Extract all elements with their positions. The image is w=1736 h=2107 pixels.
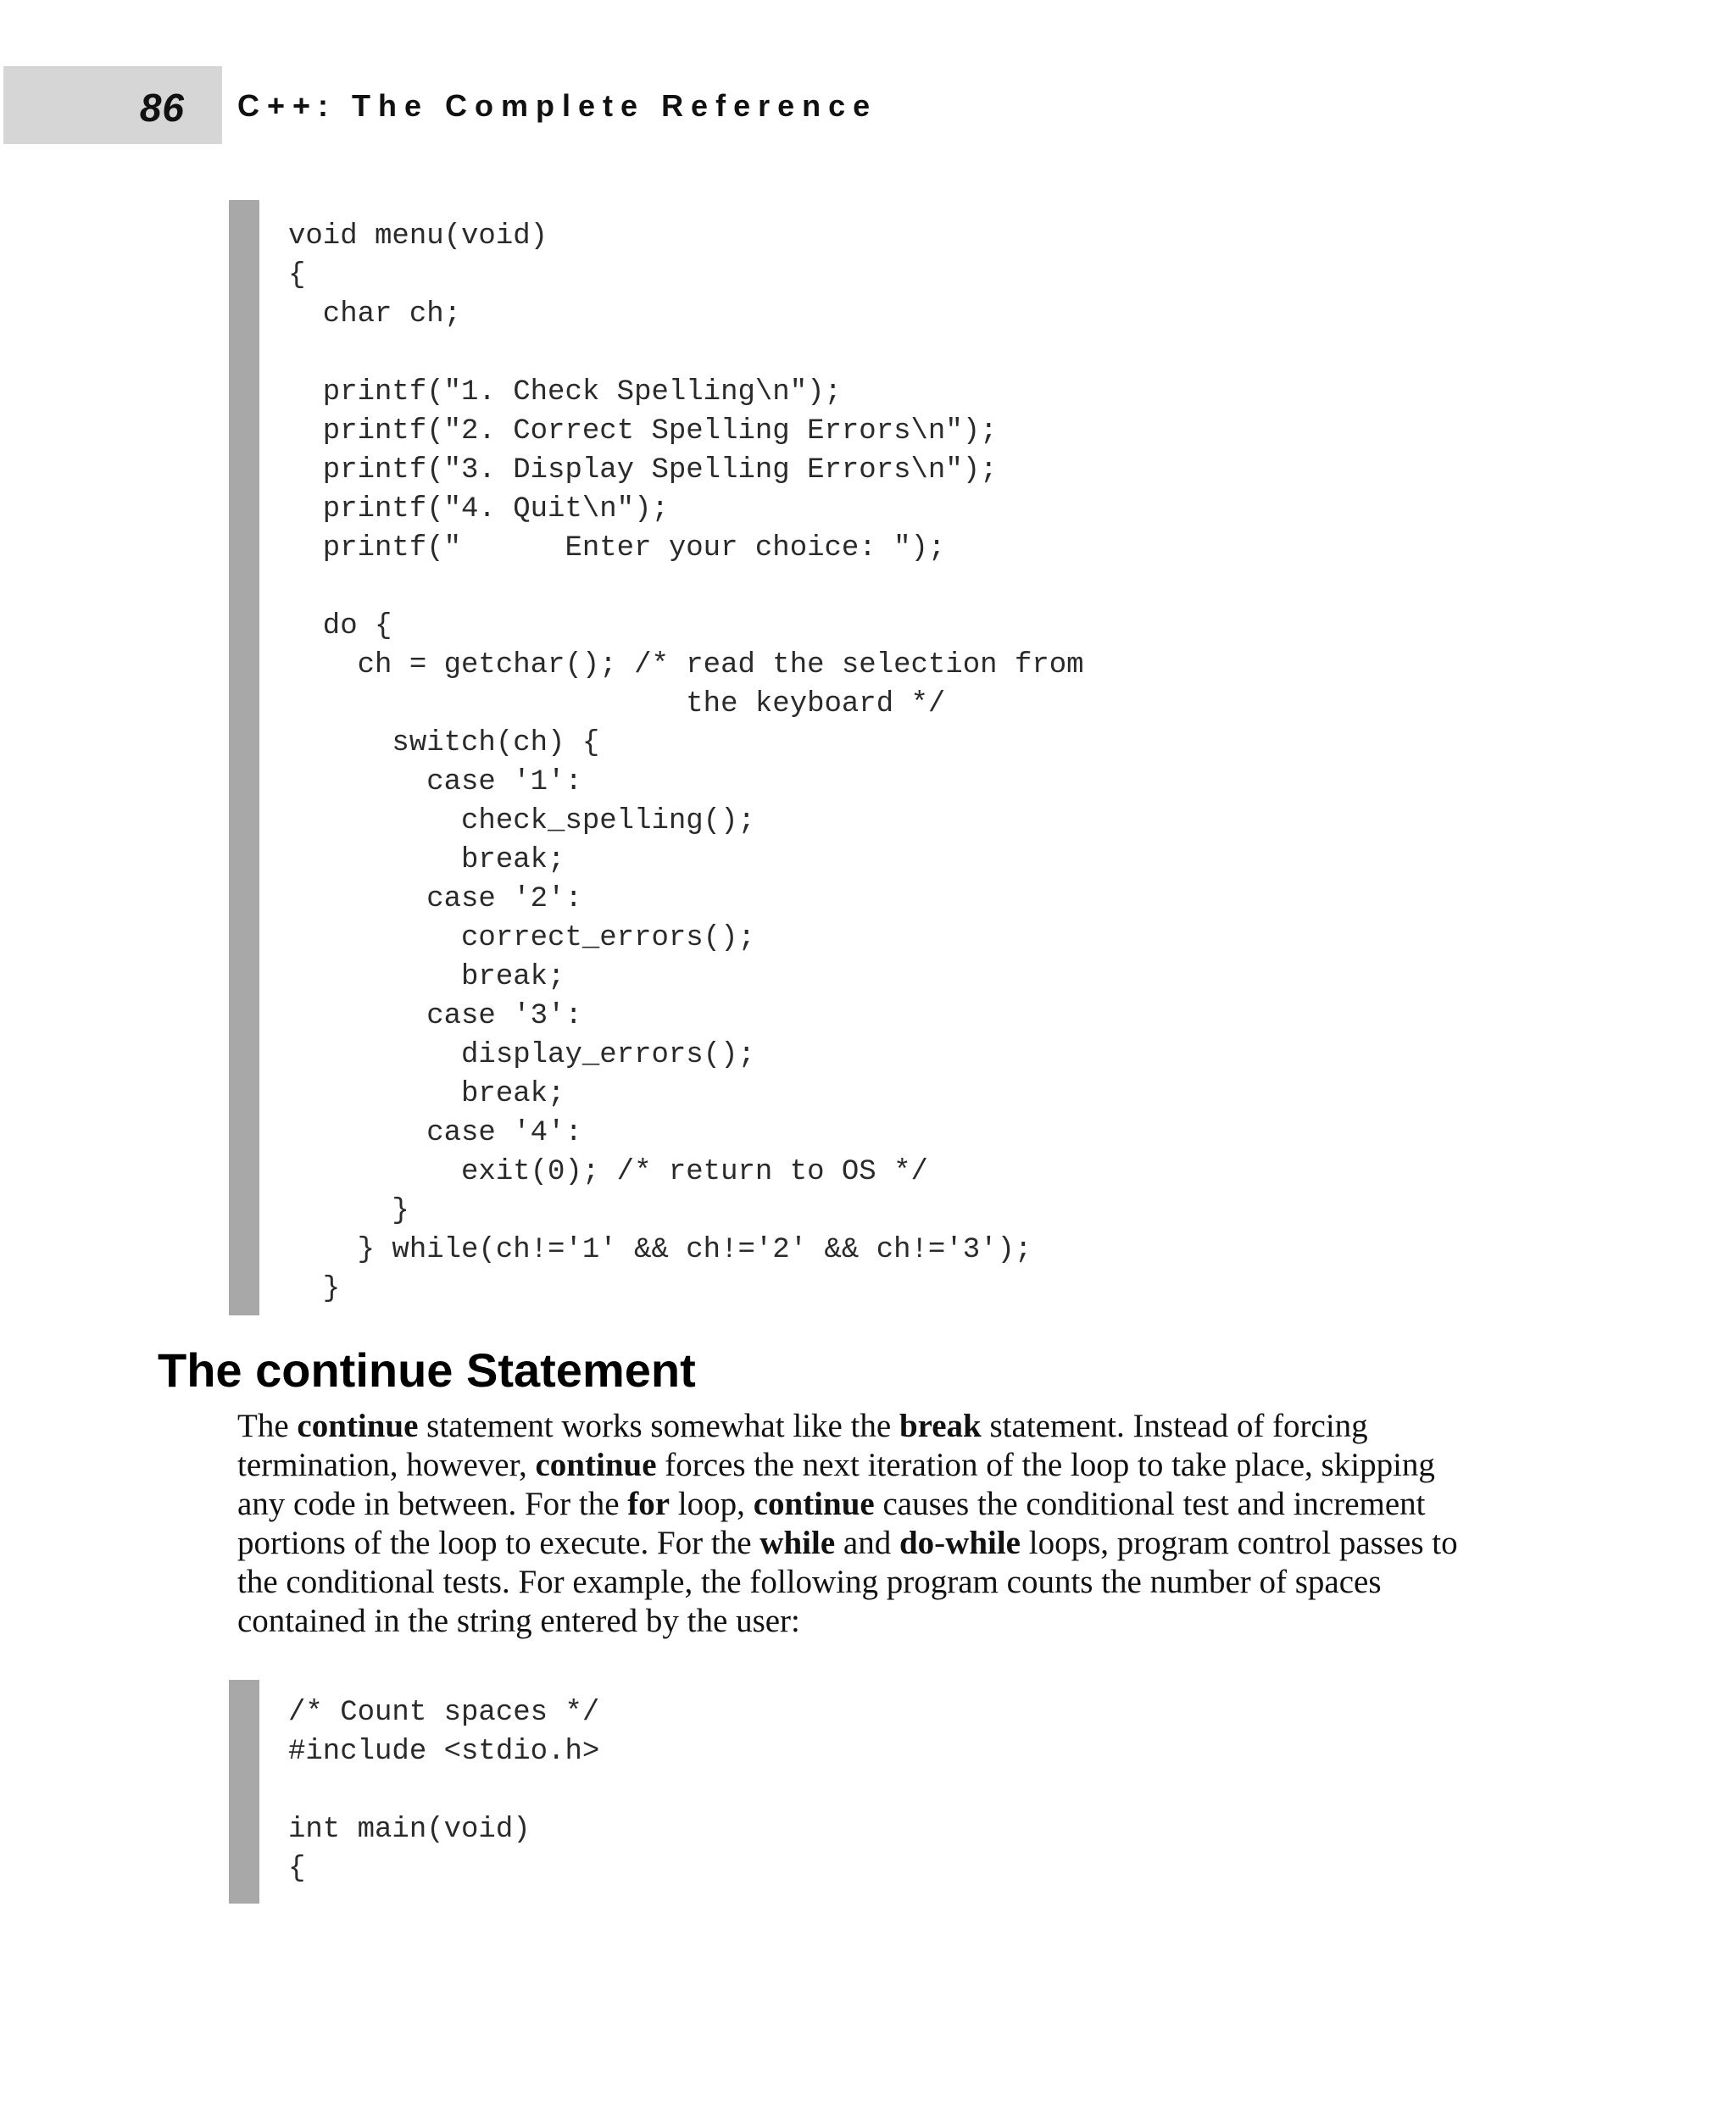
code-line: exit(0); /* return to OS */ bbox=[288, 1156, 928, 1188]
page-header-tab bbox=[3, 66, 222, 144]
bold-keyword: for bbox=[627, 1486, 670, 1522]
page-number: 86 bbox=[139, 86, 185, 130]
paragraph-text: and bbox=[835, 1525, 899, 1561]
paragraph-text: statement. Instead of forcing termination, however, bbox=[237, 1408, 1368, 1483]
section-heading: The continue Statement bbox=[158, 1343, 696, 1397]
code-line: { bbox=[288, 259, 306, 292]
code-line: char ch; bbox=[288, 298, 462, 331]
code-lines bbox=[288, 1693, 599, 1888]
bold-keyword: do bbox=[899, 1525, 935, 1561]
code-line: correct_errors(); bbox=[288, 922, 755, 954]
bold-keyword: continue bbox=[297, 1408, 419, 1444]
code-line: case '1': bbox=[288, 766, 582, 798]
code-line: do { bbox=[288, 610, 392, 642]
code-line: case '2': bbox=[288, 883, 582, 915]
code-line: } bbox=[288, 1273, 341, 1305]
code-listing-sidebar bbox=[229, 1680, 259, 1904]
code-line: int main(void) bbox=[288, 1814, 531, 1846]
bold-keyword: while bbox=[760, 1525, 836, 1561]
bold-keyword: continue bbox=[535, 1447, 657, 1483]
code-line: break; bbox=[288, 844, 565, 876]
code-line: } while(ch!='1' && ch!='2' && ch!='3'); bbox=[288, 1234, 1032, 1266]
code-line bbox=[288, 334, 1084, 373]
bold-keyword: break bbox=[899, 1408, 982, 1444]
paragraph-text: statement works somewhat like the bbox=[418, 1408, 899, 1444]
code-line: switch(ch) { bbox=[288, 727, 600, 759]
paragraph-text: causes the conditional test and increment portions of the loop to execute. For the bbox=[237, 1486, 1426, 1561]
code-line: ch = getchar(); /* read the selection from bbox=[288, 649, 1084, 681]
paragraph-text: forces the next iteration of the loop to take place, skipping any code in between. For the bbox=[237, 1447, 1435, 1522]
code-line: break; bbox=[288, 961, 565, 993]
paragraph-text: The bbox=[237, 1408, 298, 1444]
paragraph-text: - bbox=[934, 1525, 946, 1561]
code-line: display_errors(); bbox=[288, 1039, 755, 1071]
code-line: check_spelling(); bbox=[288, 805, 755, 837]
code-line: printf("2. Correct Spelling Errors\n"); bbox=[288, 415, 998, 448]
code-line: /* Count spaces */ bbox=[288, 1697, 600, 1729]
bold-keyword: continue bbox=[753, 1486, 875, 1522]
paragraph-text: loops, program control passes to the conditional tests. For example, the following program counts the number of spaces contained in the string entered by the user: bbox=[237, 1525, 1458, 1639]
code-line: void menu(void) bbox=[288, 220, 548, 253]
code-listing-sidebar bbox=[229, 200, 259, 1315]
code-line: the keyboard */ bbox=[288, 688, 946, 720]
body-paragraph bbox=[237, 1407, 1475, 1641]
code-line: { bbox=[288, 1853, 306, 1885]
running-header-title: C++: The Complete Reference bbox=[237, 88, 878, 123]
code-line: printf("3. Display Spelling Errors\n"); bbox=[288, 454, 998, 486]
code-line: case '3': bbox=[288, 1000, 582, 1032]
code-line: break; bbox=[288, 1078, 565, 1110]
code-line bbox=[288, 1771, 599, 1810]
code-line: printf("1. Check Spelling\n"); bbox=[288, 376, 842, 409]
code-line: printf(" Enter your choice: "); bbox=[288, 532, 946, 564]
code-line: #include <stdio.h> bbox=[288, 1736, 600, 1768]
code-line: printf("4. Quit\n"); bbox=[288, 493, 669, 525]
paragraph-text: loop, bbox=[670, 1486, 754, 1522]
code-lines bbox=[288, 217, 1084, 1309]
bold-keyword: while bbox=[945, 1525, 1021, 1561]
code-line: } bbox=[288, 1195, 409, 1227]
code-line: case '4': bbox=[288, 1117, 582, 1149]
code-line bbox=[288, 568, 1084, 607]
